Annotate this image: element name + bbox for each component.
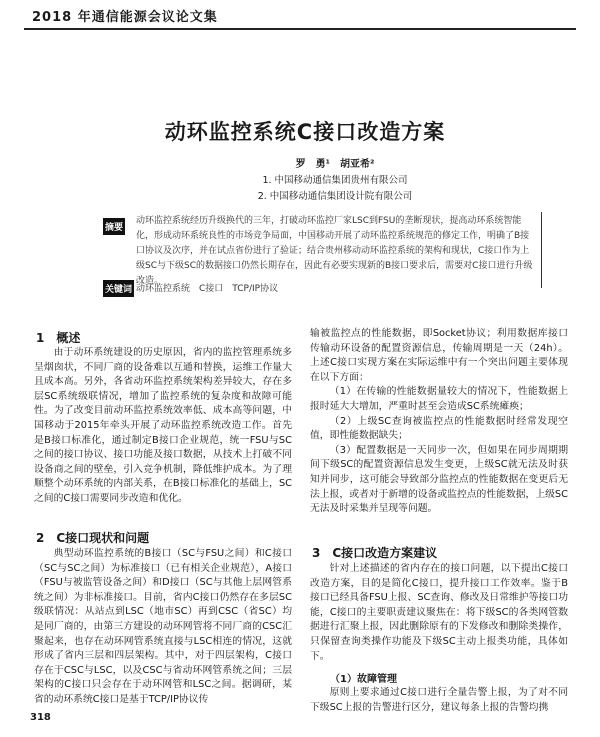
abstract-text: 动环监控系统经历升级换代的三年，打破动环监控厂家LSC到FSU的垄断现状，提高动环系统智能化，形成动环系统良性的市场竞争局面，中国移动开展了动环监控系统规范的修定工作，明确了B接口协议及次序，并在试点省份进行了验证；结合贵州移动动环监控系统的架构和现状，C接口作为上级SC与下级SC的数据接口仍然长期存在，因此有必要实现新的B接口要求后，需要对C接口进行升级改造。: [136, 216, 533, 286]
keywords: 动环监控系统 C接口 TCP/IP协议: [136, 284, 279, 294]
section-3-heading: 3 C接口改造方案建议: [312, 546, 438, 560]
authors: 罗 勇¹ 胡亚希²: [295, 159, 375, 170]
affiliation-2: 2. 中国移动通信集团设计院有限公司: [257, 191, 413, 202]
section-2-paragraph: 典型动环监控系统的B接口（SC与FSU之间）和C接口（SC与SC之间）为标准接口（已有相关企业规范），A接口（FSU与被监管设备之间）和D接口（SC与其他上层网管系统之间）为非标准接口。目前，省内C接口仍然存在多层SC级联情况：从站点到LSC（地市SC）再到CSC（省SC）均是同厂商的，由第三方建设的动环网管将不同厂商的CSC汇聚起来，也存在动环网管系统直接与LSC相连的情况，这就形成了省内三层和四层架构。其中，对于四层架构，C接口存在于CSC与LSC，以及CSC与省动环网管系统之间；三层架构的C接口只会存在于动环网管和LSC之间。据调研，某省的动环系统C接口是基于TCP/IP协议传: [34, 548, 292, 705]
section-2-heading: 2 C接口现状和问题: [36, 531, 150, 545]
section-2-continued: [310, 327, 568, 517]
subsection-heading: （1）故障管理: [330, 674, 397, 685]
section-3-paragraph: 针对上述描述的省内存在的接口问题，以下提出C接口改造方案，目的是简化C接口，提升接口工作效率。鉴于B接口已经具备FSU上报、SC查询、修改及日常维护等接口功能，C接口的主要职责建议聚焦在：将下级SC的各类网管数据进行汇聚上报，因此删除原有的下发修改和删除类操作，只保留查询类操作功能及下级SC主动上报类功能，具体如下。: [310, 563, 568, 662]
paragraph: 输被监控点的性能数据，即Socket协议；利用数据库接口传输动环设备的配置资源信息，传输周期是一天（24h）。上述C接口实现方案在实际运维中有一个突出问题主要体现在以下方面：: [310, 328, 568, 383]
abstract-label: 摘要: [103, 218, 125, 235]
running-head: 2018 年通信能源会议论文集: [32, 10, 218, 25]
paragraph: （1）在传输的性能数据量较大的情况下，性能数据上报时延大大增加，严重时甚至会造成SC系统瘫痪；: [310, 386, 568, 412]
subsection-paragraph: 原则上要求通过C接口进行全量告警上报，为了对不同下级SC上报的告警进行区分，建议每条上报的告警均携: [310, 687, 568, 713]
paragraph: （3）配置数据是一天同步一次，但如果在同步周期期间下级SC的配置资源信息发生变更，上级SC就无法及时获知并同步，这可能会导致部分监控点的性能数据在变更后无法上报，或者对于新增的设备或监控点的性能数据，上级SC无法及时采集并呈现等问题。: [310, 444, 568, 515]
affiliation-1: 1. 中国移动通信集团贵州有限公司: [262, 175, 408, 186]
abstract-rule: [541, 212, 542, 288]
header-rule: [24, 28, 576, 30]
paragraph: （2）上级SC查询被监控点的性能数据时经常发现空值，即性能数据缺失；: [310, 415, 568, 442]
section-1-heading: 1 概述: [36, 331, 81, 345]
page-number: 318: [30, 712, 51, 723]
paper-title: 动环监控系统C接口改造方案: [164, 120, 446, 144]
section-1-paragraph: 由于动环系统建设的历史原因，省内的监控管理系统多呈烟囱状，不同厂商的设备难以互通和替换，运维工作量大且成本高。另外，各省动环监控系统架构差异较大，存在多层SC系统级联情况，增加了监控系统的复杂度和故障可能性。为了改变目前动环监控系统效率低、成本高等问题，中国移动于2015年牵头开展了动环监控系统改造工作。首先是B接口标准化，通过制定B接口企业规范，统一FSU与SC之间的接口协议、接口功能及接口数据，从技术上打破不同设备商之间的壁垒，引入竞争机制，降低维护成本。为了理顺整个动环系统的内部关系，在B接口标准化的基础上，SC之间的C接口需要同步改造和优化。: [34, 347, 292, 504]
keywords-label: 关键词: [103, 280, 134, 297]
